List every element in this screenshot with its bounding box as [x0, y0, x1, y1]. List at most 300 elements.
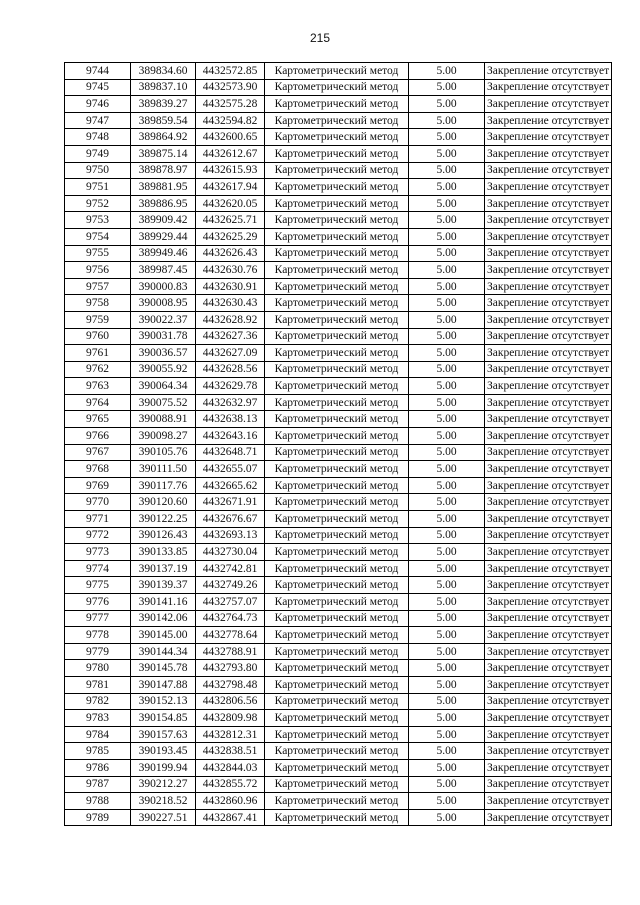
x-coordinate-cell: 390139.37: [131, 577, 196, 594]
y-coordinate-cell: 4432615.93: [196, 162, 265, 179]
point-number-cell: 9765: [65, 411, 131, 428]
table-row: [65, 394, 612, 411]
table-row: [65, 527, 612, 544]
method-cell: Картометрический метод: [265, 179, 409, 196]
table-row: [65, 378, 612, 395]
method-cell: Картометрический метод: [265, 112, 409, 129]
table-row: [65, 444, 612, 461]
method-cell: Картометрический метод: [265, 660, 409, 677]
method-cell: Картометрический метод: [265, 577, 409, 594]
method-cell: Картометрический метод: [265, 511, 409, 528]
accuracy-cell: 5.00: [409, 594, 485, 611]
fixing-description-cell: Закрепление отсутствует: [485, 693, 612, 710]
table-row: [65, 278, 612, 295]
point-number-cell: 9754: [65, 228, 131, 245]
table-row: [65, 809, 612, 826]
accuracy-cell: 5.00: [409, 527, 485, 544]
accuracy-cell: 5.00: [409, 96, 485, 113]
point-number-cell: 9781: [65, 676, 131, 693]
fixing-description-cell: Закрепление отсутствует: [485, 743, 612, 760]
table-row: [65, 162, 612, 179]
accuracy-cell: 5.00: [409, 461, 485, 478]
method-cell: Картометрический метод: [265, 63, 409, 80]
accuracy-cell: 5.00: [409, 444, 485, 461]
table-row: [65, 511, 612, 528]
fixing-description-cell: Закрепление отсутствует: [485, 361, 612, 378]
x-coordinate-cell: 390036.57: [131, 345, 196, 362]
point-number-cell: 9746: [65, 96, 131, 113]
coordinates-table: [64, 62, 612, 826]
x-coordinate-cell: 390105.76: [131, 444, 196, 461]
table-row: [65, 776, 612, 793]
x-coordinate-cell: 390193.45: [131, 743, 196, 760]
point-number-cell: 9744: [65, 63, 131, 80]
fixing-description-cell: Закрепление отсутствует: [485, 793, 612, 810]
accuracy-cell: 5.00: [409, 63, 485, 80]
point-number-cell: 9785: [65, 743, 131, 760]
fixing-description-cell: Закрепление отсутствует: [485, 328, 612, 345]
accuracy-cell: 5.00: [409, 660, 485, 677]
method-cell: Картометрический метод: [265, 726, 409, 743]
x-coordinate-cell: 390157.63: [131, 726, 196, 743]
table-row: [65, 262, 612, 279]
y-coordinate-cell: 4432630.43: [196, 295, 265, 312]
point-number-cell: 9757: [65, 278, 131, 295]
table-row: [65, 411, 612, 428]
accuracy-cell: 5.00: [409, 776, 485, 793]
fixing-description-cell: Закрепление отсутствует: [485, 345, 612, 362]
accuracy-cell: 5.00: [409, 511, 485, 528]
y-coordinate-cell: 4432648.71: [196, 444, 265, 461]
table-row: [65, 345, 612, 362]
y-coordinate-cell: 4432809.98: [196, 710, 265, 727]
fixing-description-cell: Закрепление отсутствует: [485, 262, 612, 279]
accuracy-cell: 5.00: [409, 145, 485, 162]
method-cell: Картометрический метод: [265, 594, 409, 611]
point-number-cell: 9773: [65, 544, 131, 561]
fixing-description-cell: Закрепление отсутствует: [485, 627, 612, 644]
method-cell: Картометрический метод: [265, 494, 409, 511]
point-number-cell: 9784: [65, 726, 131, 743]
accuracy-cell: 5.00: [409, 560, 485, 577]
fixing-description-cell: Закрепление отсутствует: [485, 643, 612, 660]
method-cell: Картометрический метод: [265, 378, 409, 395]
table-row: [65, 610, 612, 627]
table-row: [65, 494, 612, 511]
point-number-cell: 9766: [65, 428, 131, 445]
x-coordinate-cell: 389859.54: [131, 112, 196, 129]
y-coordinate-cell: 4432844.03: [196, 759, 265, 776]
y-coordinate-cell: 4432600.65: [196, 129, 265, 146]
x-coordinate-cell: 389834.60: [131, 63, 196, 80]
y-coordinate-cell: 4432867.41: [196, 809, 265, 826]
table-row: [65, 461, 612, 478]
fixing-description-cell: Закрепление отсутствует: [485, 560, 612, 577]
fixing-description-cell: Закрепление отсутствует: [485, 295, 612, 312]
table-row: [65, 63, 612, 80]
accuracy-cell: 5.00: [409, 494, 485, 511]
x-coordinate-cell: 390154.85: [131, 710, 196, 727]
fixing-description-cell: Закрепление отсутствует: [485, 461, 612, 478]
method-cell: Картометрический метод: [265, 428, 409, 445]
x-coordinate-cell: 390120.60: [131, 494, 196, 511]
method-cell: Картометрический метод: [265, 145, 409, 162]
table-row: [65, 759, 612, 776]
table-row: [65, 145, 612, 162]
accuracy-cell: 5.00: [409, 693, 485, 710]
x-coordinate-cell: 390075.52: [131, 394, 196, 411]
x-coordinate-cell: 390199.94: [131, 759, 196, 776]
point-number-cell: 9762: [65, 361, 131, 378]
accuracy-cell: 5.00: [409, 328, 485, 345]
accuracy-cell: 5.00: [409, 179, 485, 196]
fixing-description-cell: Закрепление отсутствует: [485, 96, 612, 113]
x-coordinate-cell: 389886.95: [131, 195, 196, 212]
method-cell: Картометрический метод: [265, 759, 409, 776]
fixing-description-cell: Закрепление отсутствует: [485, 245, 612, 262]
fixing-description-cell: Закрепление отсутствует: [485, 610, 612, 627]
x-coordinate-cell: 390218.52: [131, 793, 196, 810]
fixing-description-cell: Закрепление отсутствует: [485, 228, 612, 245]
method-cell: Картометрический метод: [265, 195, 409, 212]
y-coordinate-cell: 4432671.91: [196, 494, 265, 511]
fixing-description-cell: Закрепление отсутствует: [485, 428, 612, 445]
table-row: [65, 726, 612, 743]
method-cell: Картометрический метод: [265, 693, 409, 710]
accuracy-cell: 5.00: [409, 627, 485, 644]
y-coordinate-cell: 4432757.07: [196, 594, 265, 611]
x-coordinate-cell: 390142.06: [131, 610, 196, 627]
x-coordinate-cell: 390000.83: [131, 278, 196, 295]
method-cell: Картометрический метод: [265, 527, 409, 544]
x-coordinate-cell: 390088.91: [131, 411, 196, 428]
fixing-description-cell: Закрепление отсутствует: [485, 444, 612, 461]
y-coordinate-cell: 4432764.73: [196, 610, 265, 627]
y-coordinate-cell: 4432630.91: [196, 278, 265, 295]
fixing-description-cell: Закрепление отсутствует: [485, 710, 612, 727]
fixing-description-cell: Закрепление отсутствует: [485, 311, 612, 328]
x-coordinate-cell: 390126.43: [131, 527, 196, 544]
y-coordinate-cell: 4432630.76: [196, 262, 265, 279]
accuracy-cell: 5.00: [409, 610, 485, 627]
accuracy-cell: 5.00: [409, 544, 485, 561]
point-number-cell: 9751: [65, 179, 131, 196]
point-number-cell: 9778: [65, 627, 131, 644]
accuracy-cell: 5.00: [409, 245, 485, 262]
y-coordinate-cell: 4432612.67: [196, 145, 265, 162]
accuracy-cell: 5.00: [409, 79, 485, 96]
accuracy-cell: 5.00: [409, 809, 485, 826]
table-row: [65, 693, 612, 710]
point-number-cell: 9789: [65, 809, 131, 826]
method-cell: Картометрический метод: [265, 79, 409, 96]
y-coordinate-cell: 4432627.36: [196, 328, 265, 345]
x-coordinate-cell: 390145.00: [131, 627, 196, 644]
table-row: [65, 793, 612, 810]
accuracy-cell: 5.00: [409, 710, 485, 727]
accuracy-cell: 5.00: [409, 577, 485, 594]
table-row: [65, 627, 612, 644]
fixing-description-cell: Закрепление отсутствует: [485, 527, 612, 544]
accuracy-cell: 5.00: [409, 643, 485, 660]
x-coordinate-cell: 390227.51: [131, 809, 196, 826]
fixing-description-cell: Закрепление отсутствует: [485, 112, 612, 129]
y-coordinate-cell: 4432693.13: [196, 527, 265, 544]
table-row: [65, 195, 612, 212]
fixing-description-cell: Закрепление отсутствует: [485, 809, 612, 826]
x-coordinate-cell: 389837.10: [131, 79, 196, 96]
accuracy-cell: 5.00: [409, 411, 485, 428]
fixing-description-cell: Закрепление отсутствует: [485, 759, 612, 776]
fixing-description-cell: Закрепление отсутствует: [485, 544, 612, 561]
fixing-description-cell: Закрепление отсутствует: [485, 278, 612, 295]
accuracy-cell: 5.00: [409, 428, 485, 445]
fixing-description-cell: Закрепление отсутствует: [485, 394, 612, 411]
y-coordinate-cell: 4432655.07: [196, 461, 265, 478]
x-coordinate-cell: 390022.37: [131, 311, 196, 328]
x-coordinate-cell: 390152.13: [131, 693, 196, 710]
method-cell: Картометрический метод: [265, 162, 409, 179]
table-row: [65, 544, 612, 561]
y-coordinate-cell: 4432572.85: [196, 63, 265, 80]
method-cell: Картометрический метод: [265, 361, 409, 378]
y-coordinate-cell: 4432812.31: [196, 726, 265, 743]
x-coordinate-cell: 389987.45: [131, 262, 196, 279]
point-number-cell: 9779: [65, 643, 131, 660]
point-number-cell: 9750: [65, 162, 131, 179]
page-number: 215: [309, 31, 331, 45]
table-row: [65, 477, 612, 494]
x-coordinate-cell: 390008.95: [131, 295, 196, 312]
accuracy-cell: 5.00: [409, 262, 485, 279]
x-coordinate-cell: 390147.88: [131, 676, 196, 693]
point-number-cell: 9787: [65, 776, 131, 793]
method-cell: Картометрический метод: [265, 560, 409, 577]
accuracy-cell: 5.00: [409, 212, 485, 229]
point-number-cell: 9772: [65, 527, 131, 544]
y-coordinate-cell: 4432793.80: [196, 660, 265, 677]
y-coordinate-cell: 4432620.05: [196, 195, 265, 212]
x-coordinate-cell: 389864.92: [131, 129, 196, 146]
table-row: [65, 212, 612, 229]
fixing-description-cell: Закрепление отсутствует: [485, 660, 612, 677]
y-coordinate-cell: 4432742.81: [196, 560, 265, 577]
point-number-cell: 9768: [65, 461, 131, 478]
accuracy-cell: 5.00: [409, 278, 485, 295]
y-coordinate-cell: 4432855.72: [196, 776, 265, 793]
point-number-cell: 9780: [65, 660, 131, 677]
fixing-description-cell: Закрепление отсутствует: [485, 511, 612, 528]
y-coordinate-cell: 4432625.71: [196, 212, 265, 229]
accuracy-cell: 5.00: [409, 676, 485, 693]
y-coordinate-cell: 4432632.97: [196, 394, 265, 411]
x-coordinate-cell: 389909.42: [131, 212, 196, 229]
y-coordinate-cell: 4432730.04: [196, 544, 265, 561]
accuracy-cell: 5.00: [409, 311, 485, 328]
fixing-description-cell: Закрепление отсутствует: [485, 145, 612, 162]
table-row: [65, 710, 612, 727]
fixing-description-cell: Закрепление отсутствует: [485, 494, 612, 511]
x-coordinate-cell: 389839.27: [131, 96, 196, 113]
x-coordinate-cell: 390117.76: [131, 477, 196, 494]
method-cell: Картометрический метод: [265, 676, 409, 693]
method-cell: Картометрический метод: [265, 328, 409, 345]
y-coordinate-cell: 4432626.43: [196, 245, 265, 262]
point-number-cell: 9777: [65, 610, 131, 627]
point-number-cell: 9786: [65, 759, 131, 776]
y-coordinate-cell: 4432676.67: [196, 511, 265, 528]
table-row: [65, 594, 612, 611]
y-coordinate-cell: 4432788.91: [196, 643, 265, 660]
method-cell: Картометрический метод: [265, 129, 409, 146]
y-coordinate-cell: 4432749.26: [196, 577, 265, 594]
point-number-cell: 9788: [65, 793, 131, 810]
method-cell: Картометрический метод: [265, 809, 409, 826]
point-number-cell: 9749: [65, 145, 131, 162]
point-number-cell: 9756: [65, 262, 131, 279]
x-coordinate-cell: 389929.44: [131, 228, 196, 245]
x-coordinate-cell: 389878.97: [131, 162, 196, 179]
table-row: [65, 112, 612, 129]
y-coordinate-cell: 4432617.94: [196, 179, 265, 196]
point-number-cell: 9782: [65, 693, 131, 710]
y-coordinate-cell: 4432629.78: [196, 378, 265, 395]
table-row: [65, 643, 612, 660]
method-cell: Картометрический метод: [265, 477, 409, 494]
table-row: [65, 179, 612, 196]
x-coordinate-cell: 390098.27: [131, 428, 196, 445]
x-coordinate-cell: 390111.50: [131, 461, 196, 478]
method-cell: Картометрический метод: [265, 345, 409, 362]
x-coordinate-cell: 390122.25: [131, 511, 196, 528]
point-number-cell: 9752: [65, 195, 131, 212]
y-coordinate-cell: 4432625.29: [196, 228, 265, 245]
table-row: [65, 79, 612, 96]
fixing-description-cell: Закрепление отсутствует: [485, 726, 612, 743]
table-row: [65, 560, 612, 577]
method-cell: Картометрический метод: [265, 627, 409, 644]
fixing-description-cell: Закрепление отсутствует: [485, 776, 612, 793]
x-coordinate-cell: 390145.78: [131, 660, 196, 677]
table-row: [65, 361, 612, 378]
point-number-cell: 9753: [65, 212, 131, 229]
x-coordinate-cell: 389949.46: [131, 245, 196, 262]
method-cell: Картометрический метод: [265, 610, 409, 627]
accuracy-cell: 5.00: [409, 793, 485, 810]
method-cell: Картометрический метод: [265, 311, 409, 328]
point-number-cell: 9769: [65, 477, 131, 494]
method-cell: Картометрический метод: [265, 262, 409, 279]
y-coordinate-cell: 4432643.16: [196, 428, 265, 445]
method-cell: Картометрический метод: [265, 461, 409, 478]
method-cell: Картометрический метод: [265, 411, 409, 428]
method-cell: Картометрический метод: [265, 743, 409, 760]
accuracy-cell: 5.00: [409, 394, 485, 411]
point-number-cell: 9759: [65, 311, 131, 328]
accuracy-cell: 5.00: [409, 378, 485, 395]
point-number-cell: 9776: [65, 594, 131, 611]
y-coordinate-cell: 4432575.28: [196, 96, 265, 113]
accuracy-cell: 5.00: [409, 361, 485, 378]
fixing-description-cell: Закрепление отсутствует: [485, 63, 612, 80]
method-cell: Картометрический метод: [265, 228, 409, 245]
point-number-cell: 9774: [65, 560, 131, 577]
point-number-cell: 9771: [65, 511, 131, 528]
method-cell: Картометрический метод: [265, 278, 409, 295]
point-number-cell: 9775: [65, 577, 131, 594]
method-cell: Картометрический метод: [265, 245, 409, 262]
fixing-description-cell: Закрепление отсутствует: [485, 129, 612, 146]
accuracy-cell: 5.00: [409, 345, 485, 362]
x-coordinate-cell: 390212.27: [131, 776, 196, 793]
accuracy-cell: 5.00: [409, 477, 485, 494]
point-number-cell: 9755: [65, 245, 131, 262]
table-row: [65, 743, 612, 760]
x-coordinate-cell: 389875.14: [131, 145, 196, 162]
table-row: [65, 311, 612, 328]
y-coordinate-cell: 4432838.51: [196, 743, 265, 760]
fixing-description-cell: Закрепление отсутствует: [485, 378, 612, 395]
table-row: [65, 228, 612, 245]
point-number-cell: 9767: [65, 444, 131, 461]
point-number-cell: 9760: [65, 328, 131, 345]
y-coordinate-cell: 4432665.62: [196, 477, 265, 494]
table-row: [65, 577, 612, 594]
accuracy-cell: 5.00: [409, 195, 485, 212]
fixing-description-cell: Закрепление отсутствует: [485, 179, 612, 196]
accuracy-cell: 5.00: [409, 162, 485, 179]
fixing-description-cell: Закрепление отсутствует: [485, 195, 612, 212]
fixing-description-cell: Закрепление отсутствует: [485, 79, 612, 96]
fixing-description-cell: Закрепление отсутствует: [485, 577, 612, 594]
method-cell: Картометрический метод: [265, 444, 409, 461]
accuracy-cell: 5.00: [409, 112, 485, 129]
method-cell: Картометрический метод: [265, 710, 409, 727]
method-cell: Картометрический метод: [265, 212, 409, 229]
method-cell: Картометрический метод: [265, 96, 409, 113]
x-coordinate-cell: 389881.95: [131, 179, 196, 196]
point-number-cell: 9745: [65, 79, 131, 96]
coordinates-table-body: [65, 63, 612, 826]
x-coordinate-cell: 390137.19: [131, 560, 196, 577]
accuracy-cell: 5.00: [409, 726, 485, 743]
accuracy-cell: 5.00: [409, 743, 485, 760]
fixing-description-cell: Закрепление отсутствует: [485, 212, 612, 229]
fixing-description-cell: Закрепление отсутствует: [485, 162, 612, 179]
x-coordinate-cell: 390133.85: [131, 544, 196, 561]
x-coordinate-cell: 390055.92: [131, 361, 196, 378]
table-row: [65, 96, 612, 113]
y-coordinate-cell: 4432806.56: [196, 693, 265, 710]
fixing-description-cell: Закрепление отсутствует: [485, 477, 612, 494]
y-coordinate-cell: 4432627.09: [196, 345, 265, 362]
fixing-description-cell: Закрепление отсутствует: [485, 594, 612, 611]
accuracy-cell: 5.00: [409, 129, 485, 146]
table-row: [65, 660, 612, 677]
y-coordinate-cell: 4432638.13: [196, 411, 265, 428]
table-row: [65, 295, 612, 312]
method-cell: Картометрический метод: [265, 295, 409, 312]
fixing-description-cell: Закрепление отсутствует: [485, 676, 612, 693]
table-row: [65, 328, 612, 345]
point-number-cell: 9758: [65, 295, 131, 312]
point-number-cell: 9747: [65, 112, 131, 129]
point-number-cell: 9748: [65, 129, 131, 146]
accuracy-cell: 5.00: [409, 759, 485, 776]
x-coordinate-cell: 390141.16: [131, 594, 196, 611]
method-cell: Картометрический метод: [265, 776, 409, 793]
y-coordinate-cell: 4432798.48: [196, 676, 265, 693]
